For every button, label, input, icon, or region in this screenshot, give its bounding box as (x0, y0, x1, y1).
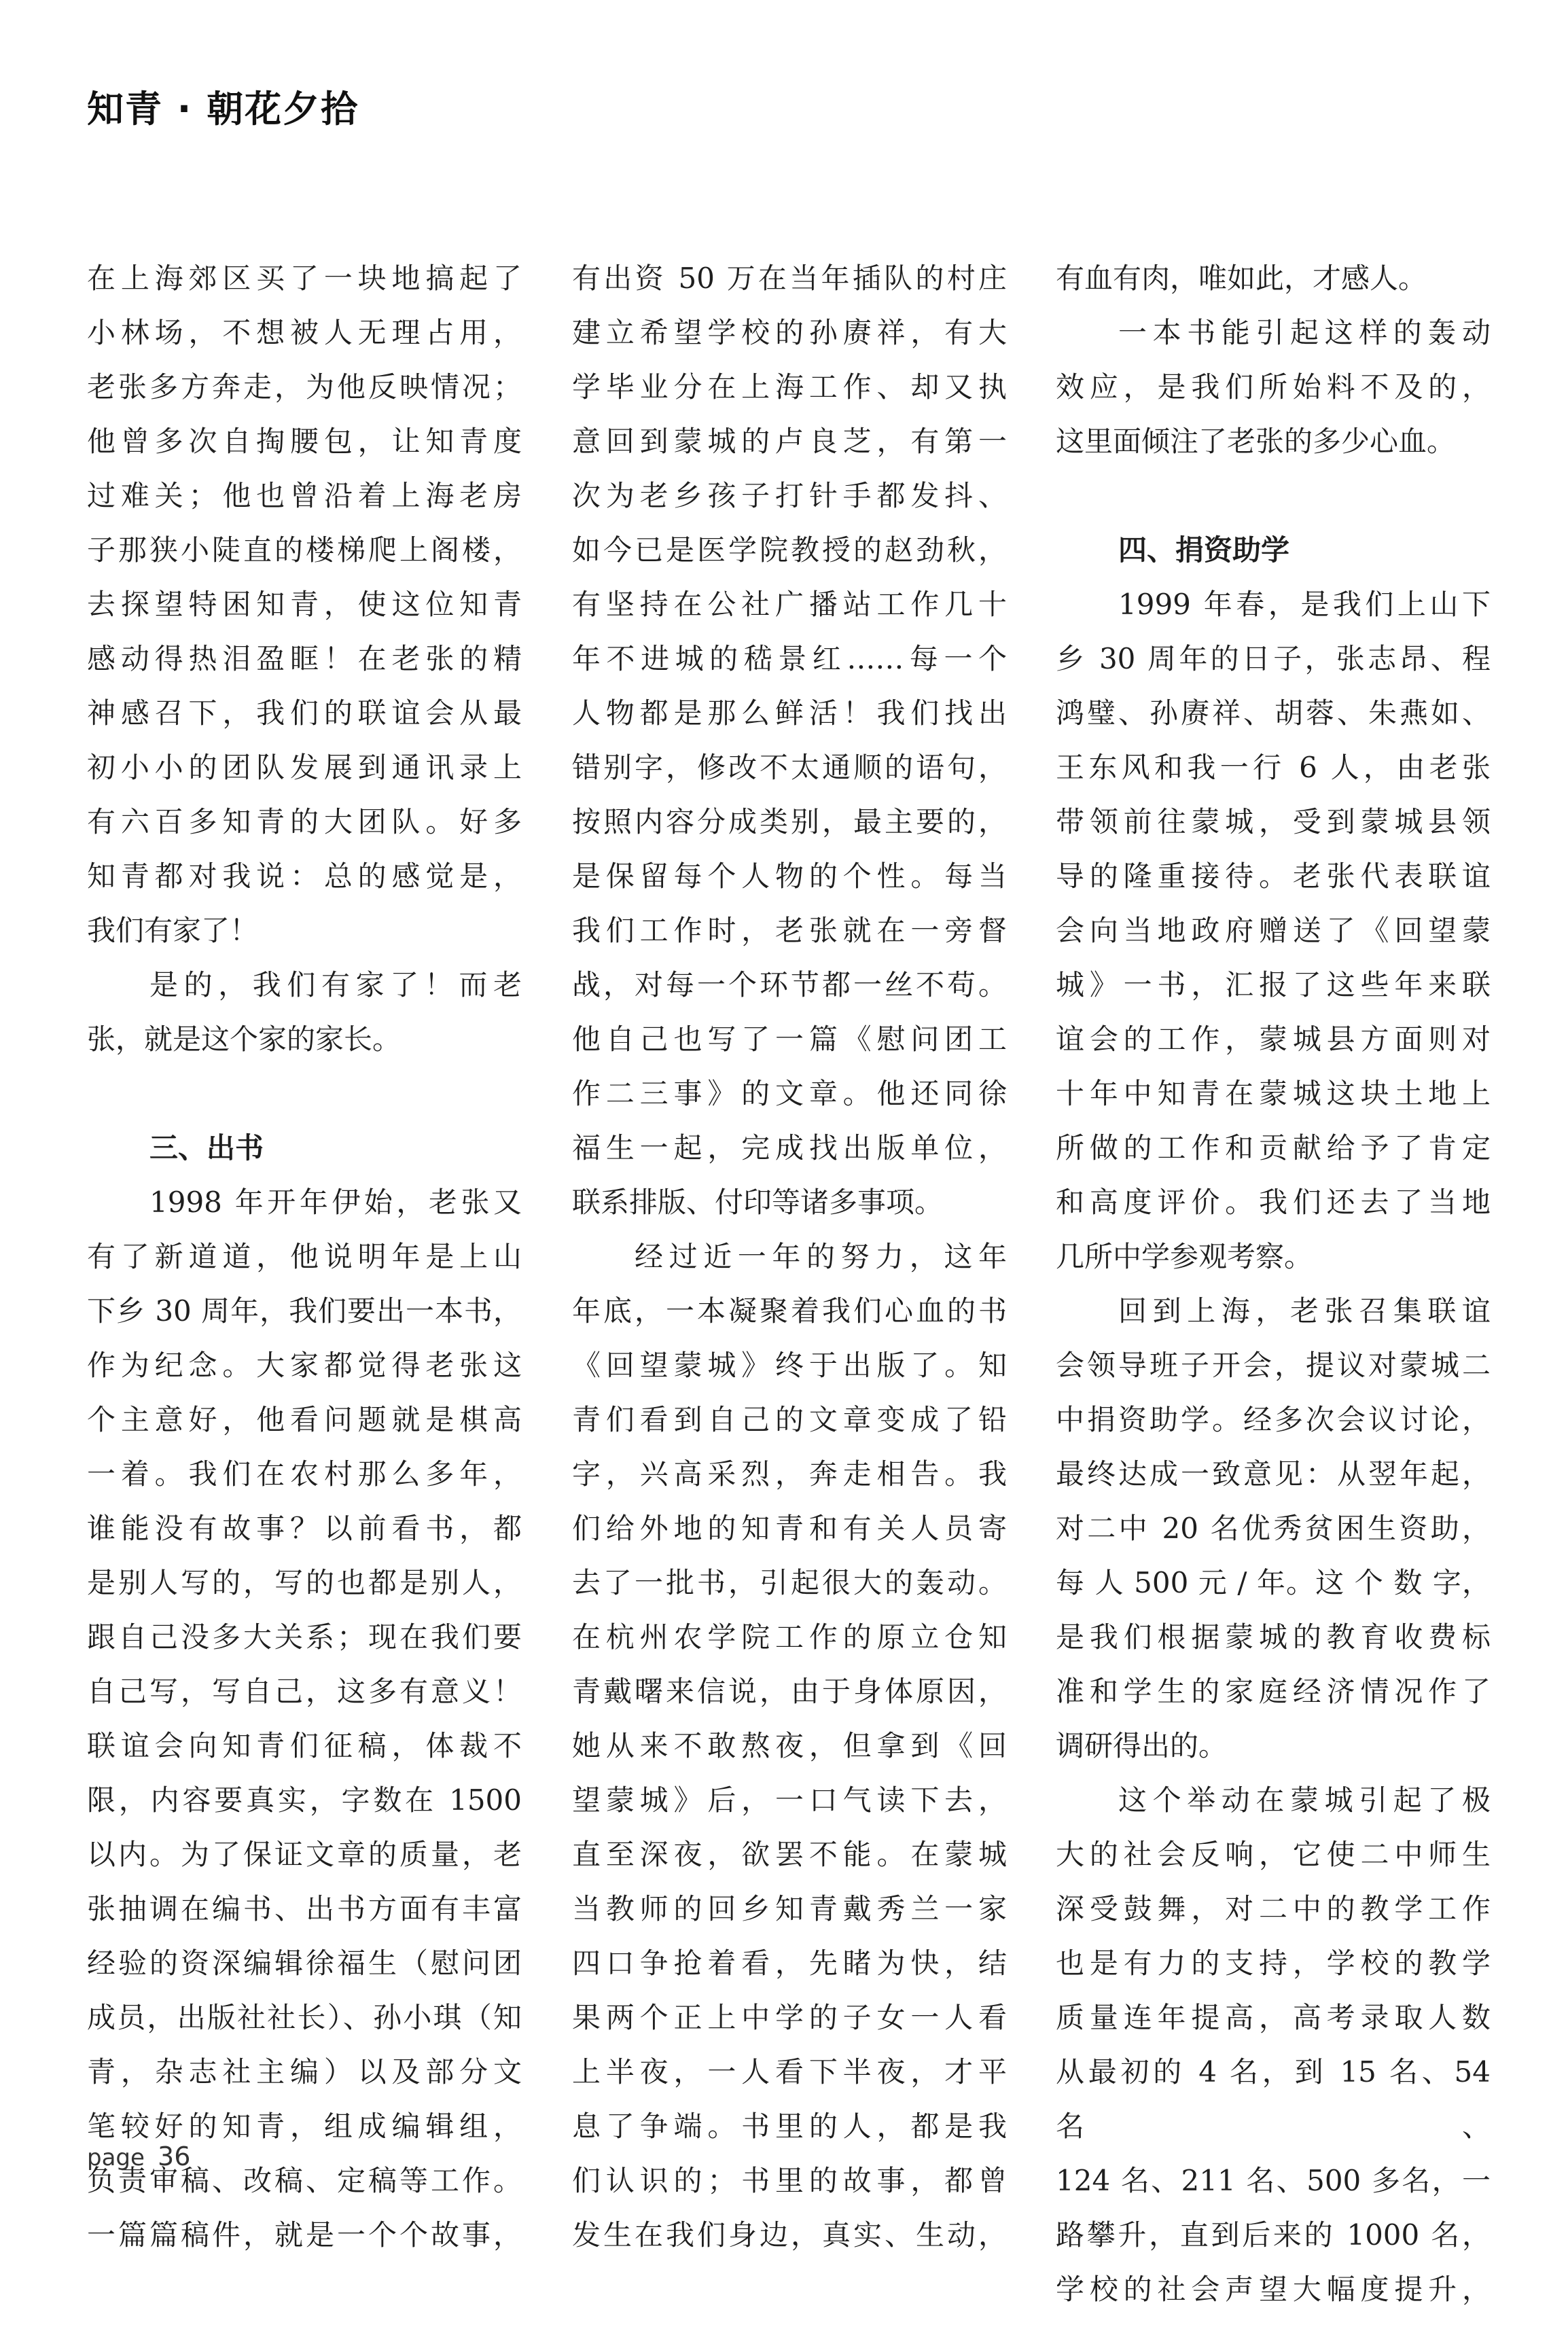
text-line: 我们有家了！ (87, 914, 259, 947)
text-line: 作二三事》的文章。他还同徐 (572, 1077, 1007, 1110)
text-line: 大的社会反响，它使二中师生 (1056, 1838, 1491, 1871)
text-line: 所做的工作和贡献给予了肯定 (1056, 1131, 1491, 1164)
text-line: 当教师的回乡知青戴秀兰一家 (572, 1892, 1007, 1925)
text-line: 神感召下，我们的联谊会从最 (87, 696, 522, 730)
text-line: 小林场，不想被人无理占用， (87, 316, 522, 349)
text-line: 息了争端。书里的人，都是我 (572, 2110, 1007, 2143)
text-column-1 (87, 251, 522, 2262)
text-line: 鸿璧、孙赓祥、胡蓉、朱燕如、 (1056, 696, 1491, 730)
text-line: 谁能没有故事？以前看书，都 (87, 1512, 522, 1545)
text-line: 学毕业分在上海工作、却又执 (572, 370, 1007, 404)
text-line: 一本书能引起这样的轰动 (1118, 316, 1491, 349)
text-line: 成员，出版社社长）、孙小琪（知 (87, 2001, 522, 2034)
text-line: 个主意好，他看问题就是棋高 (87, 1403, 522, 1436)
text-column-2 (572, 251, 1007, 2262)
text-line: 青们看到自己的文章变成了铅 (572, 1403, 1007, 1436)
text-line: 下乡 30 周年，我们要出一本书， (87, 1294, 522, 1328)
text-line: 有六百多知青的大团队。好多 (87, 805, 522, 838)
text-line: 们认识的；书里的故事，都曾 (572, 2164, 1007, 2197)
text-line: 联系排版、付印等诸多事项。 (572, 1186, 944, 1219)
text-line: 们给外地的知青和有关人员寄 (572, 1512, 1007, 1545)
page-footer (87, 2141, 190, 2171)
text-line: 中捐资助学。经多次会议讨论， (1056, 1403, 1491, 1436)
text-line: 有血有肉，唯如此，才感人。 (1056, 262, 1427, 295)
text-line: 也是有力的支持，学校的教学 (1056, 1946, 1491, 1980)
text-line: 子那狭小陡直的楼梯爬上阁楼， (87, 533, 522, 567)
text-line: 他曾多次自掏腰包，让知青度 (87, 425, 522, 458)
text-line: 对二中 20 名优秀贫困生资助， (1056, 1512, 1491, 1545)
text-line: 从最初的 4 名，到 15 名、54 名、 (1056, 2055, 1491, 2143)
text-line: 《回望蒙城》终于出版了。知 (572, 1349, 1007, 1382)
text-line: 十年中知青在蒙城这块土地上 (1056, 1077, 1491, 1110)
paragraph-gap (1056, 469, 1491, 523)
text-line: 联谊会向知青们征稿，体裁不 (87, 1729, 522, 1762)
text-line: 调研得出的。 (1056, 1729, 1228, 1762)
text-line: 在上海郊区买了一块地搞起了 (87, 262, 522, 295)
text-line: 跟自己没多大关系；现在我们要 (87, 1620, 522, 1654)
text-line: 作为纪念。大家都觉得老张这 (87, 1349, 522, 1382)
text-line: 知青都对我说：总的感觉是， (87, 859, 522, 893)
text-line: 和高度评价。我们还去了当地 (1056, 1186, 1491, 1219)
text-line: 人物都是那么鲜活！我们找出 (572, 696, 1007, 730)
text-line: 张抽调在编书、出书方面有丰富 (87, 1892, 522, 1925)
text-line: 有出资 50 万在当年插队的村庄 (572, 262, 1007, 295)
text-line: 意回到蒙城的卢良芝，有第一 (572, 425, 1007, 458)
text-line: 有坚持在公社广播站工作几十 (572, 588, 1007, 621)
text-line: 一着。我们在农村那么多年， (87, 1457, 522, 1491)
text-line: 乡 30 周年的日子，张志昂、程 (1056, 642, 1491, 675)
text-line: 几所中学参观考察。 (1056, 1240, 1313, 1273)
text-line: 老张多方奔走，为他反映情况； (87, 370, 522, 404)
text-line: 负责审稿、改稿、定稿等工作。 (87, 2164, 522, 2197)
text-line: 经验的资深编辑徐福生（慰问团 (87, 1946, 522, 1980)
page-label: page (87, 2144, 145, 2171)
text-line: 果两个正上中学的子女一人看 (572, 2001, 1007, 2034)
text-line: 感动得热泪盈眶！在老张的精 (87, 642, 522, 675)
page-number: 36 (158, 2141, 191, 2171)
text-line: 次为老乡孩子打针手都发抖、 (572, 479, 1007, 512)
text-line: 经过近一年的努力，这年 (635, 1240, 1007, 1273)
text-line: 他自己也写了一篇《慰问团工 (572, 1023, 1007, 1056)
section-heading: 四、捐资助学 (1118, 533, 1290, 567)
text-line: 效应，是我们所始料不及的， (1056, 370, 1491, 404)
text-line: 我们工作时，老张就在一旁督 (572, 914, 1007, 947)
text-line: 青，杂志社主编）以及部分文 (87, 2055, 522, 2088)
text-line: 谊会的工作，蒙城县方面则对 (1056, 1023, 1491, 1056)
text-line: 学校的社会声望大幅度提升， (1056, 2273, 1491, 2306)
text-line: 王东风和我一行 6 人，由老张 (1056, 751, 1491, 784)
text-line: 导的隆重接待。老张代表联谊 (1056, 859, 1491, 893)
paragraph-gap (87, 1067, 522, 1121)
text-line: 这里面倾注了老张的多少心血。 (1056, 425, 1456, 458)
text-line: 自己写，写自己，这多有意义！ (87, 1675, 522, 1708)
text-line: 有了新道道，他说明年是上山 (87, 1240, 522, 1273)
text-line: 这个举动在蒙城引起了极 (1118, 1783, 1491, 1817)
text-line: 如今已是医学院教授的赵劲秋， (572, 533, 1007, 567)
text-line: 建立希望学校的孙赓祥，有大 (572, 316, 1007, 349)
text-line: 是别人写的，写的也都是别人， (87, 1566, 522, 1599)
text-line: 福生一起，完成找出版单位， (572, 1131, 1007, 1164)
text-line: 带领前往蒙城，受到蒙城县领 (1056, 805, 1491, 838)
text-line: 上半夜，一人看下半夜，才平 (572, 2055, 1007, 2088)
text-line: 质量连年提高，高考录取人数 (1056, 2001, 1491, 2034)
text-line: 发生在我们身边，真实、生动， (572, 2218, 1007, 2252)
text-line: 在杭州农学院工作的原立仓知 (572, 1620, 1007, 1654)
text-line: 战，对每一个环节都一丝不苟。 (572, 968, 1007, 1001)
text-line: 1999 年春，是我们上山下 (1118, 588, 1491, 621)
text-line: 深受鼓舞，对二中的教学工作 (1056, 1892, 1491, 1925)
text-line: 以内。为了保证文章的质量，老 (87, 1838, 522, 1871)
text-line: 笔较好的知青，组成编辑组， (87, 2110, 522, 2143)
text-line: 每 人 500 元 / 年。这 个 数 字， (1056, 1566, 1491, 1599)
text-line: 张，就是这个家的家长。 (87, 1023, 402, 1056)
text-line: 1998 年开年伊始，老张又 (149, 1186, 522, 1219)
text-line: 青戴曙来信说，由于身体原因， (572, 1675, 1007, 1708)
text-line: 初小小的团队发展到通讯录上 (87, 751, 522, 784)
text-line: 按照内容分成类别，最主要的， (572, 805, 1007, 838)
text-line: 城》一书，汇报了这些年来联 (1056, 968, 1491, 1001)
text-line: 是我们根据蒙城的教育收费标 (1056, 1620, 1491, 1654)
text-line: 直至深夜，欲罢不能。在蒙城 (572, 1838, 1007, 1871)
text-line: 望蒙城》后，一口气读下去， (572, 1783, 1007, 1817)
text-line: 是保留每个人物的个性。每当 (572, 859, 1007, 893)
text-line: 124 名、211 名、500 多名，一 (1056, 2164, 1491, 2197)
text-line: 字，兴高采烈，奔走相告。我 (572, 1457, 1007, 1491)
text-column-3 (1056, 251, 1491, 2317)
text-line: 会领导班子开会，提议对蒙城二 (1056, 1349, 1491, 1382)
text-line: 最终达成一致意见：从翌年起， (1056, 1457, 1491, 1491)
text-line: 限，内容要真实，字数在 1500 (87, 1783, 522, 1817)
text-line: 准和学生的家庭经济情况作了 (1056, 1675, 1491, 1708)
text-line: 四口争抢着看，先睹为快，结 (572, 1946, 1007, 1980)
text-line: 回到上海，老张召集联谊 (1118, 1294, 1491, 1328)
text-line: 一篇篇稿件，就是一个个故事， (87, 2218, 522, 2252)
text-line: 路攀升，直到后来的 1000 名， (1056, 2218, 1491, 2252)
text-line: 是的，我们有家了！而老 (149, 968, 522, 1001)
text-line: 她从来不敢熬夜，但拿到《回 (572, 1729, 1007, 1762)
section-heading: 三、出书 (149, 1131, 264, 1164)
text-line: 会向当地政府赠送了《回望蒙 (1056, 914, 1491, 947)
text-line: 错别字，修改不太通顺的语句， (572, 751, 1007, 784)
text-line: 去了一批书，引起很大的轰动。 (572, 1566, 1007, 1599)
text-line: 年底，一本凝聚着我们心血的书 (572, 1294, 1007, 1328)
text-line: 去探望特困知青，使这位知青 (87, 588, 522, 621)
page-header-title: 知青 · 朝花夕拾 (87, 88, 359, 130)
text-line: 过难关；他也曾沿着上海老房 (87, 479, 522, 512)
text-line: 年不进城的嵇景红……每一个 (572, 642, 1007, 675)
